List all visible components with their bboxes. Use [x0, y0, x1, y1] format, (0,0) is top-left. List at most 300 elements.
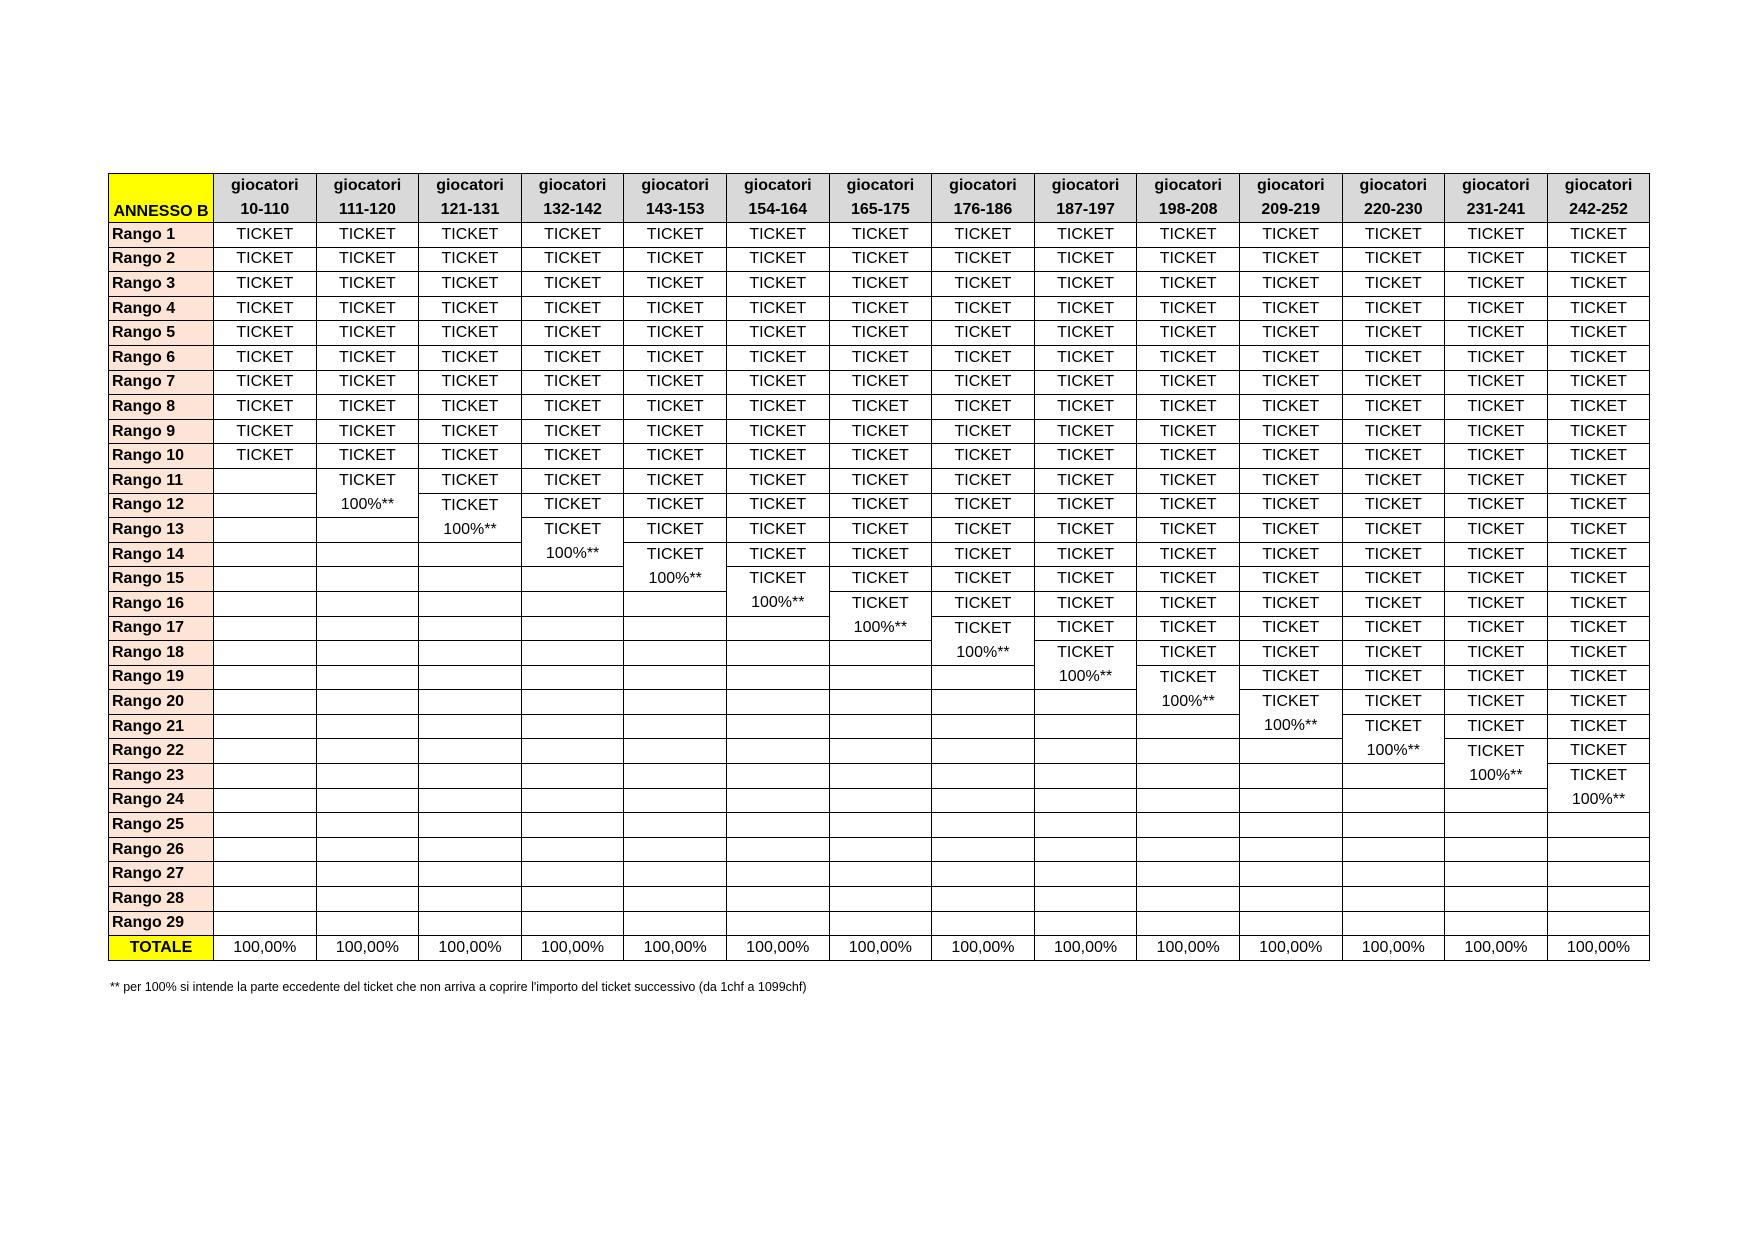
ticket-cell: TICKET [829, 296, 932, 321]
empty-cell [624, 887, 727, 912]
rank-label: Rango 5 [109, 321, 214, 346]
empty-cell [829, 788, 932, 813]
ticket-cell: TICKET [624, 518, 727, 543]
ticket-cell: TICKET [829, 493, 932, 518]
empty-cell [316, 591, 419, 616]
rank-row [109, 468, 1650, 493]
ticket-cell: TICKET [1239, 370, 1342, 395]
ticket-cell: TICKET [419, 345, 522, 370]
ticket-cell: TICKET [1547, 493, 1650, 518]
percent-cell: 100%** [1034, 665, 1137, 690]
empty-cell [1137, 887, 1240, 912]
empty-cell [214, 665, 317, 690]
ticket-cell: TICKET [1547, 764, 1650, 789]
empty-cell [1445, 911, 1548, 936]
group-range: 10-110 [240, 201, 290, 218]
ticket-cell: TICKET [1342, 321, 1445, 346]
empty-cell [316, 567, 419, 592]
ticket-cell: TICKET [726, 272, 829, 297]
rank-label: Rango 20 [109, 690, 214, 715]
group-prefix: giocatori [949, 177, 1017, 194]
empty-cell [316, 837, 419, 862]
empty-cell [316, 641, 419, 666]
group-prefix: giocatori [1564, 177, 1633, 194]
ticket-cell: TICKET [726, 296, 829, 321]
percent-cell: 100%** [521, 542, 624, 567]
ticket-cell: TICKET [624, 468, 727, 493]
ticket-cell: TICKET [1342, 542, 1445, 567]
rank-row [109, 493, 1650, 518]
rank-row [109, 542, 1650, 567]
empty-cell [214, 591, 317, 616]
empty-cell [726, 911, 829, 936]
ticket-cell: TICKET [1137, 272, 1240, 297]
rank-label: Rango 12 [109, 493, 214, 518]
group-prefix: giocatori [1051, 177, 1120, 194]
empty-cell [316, 813, 419, 838]
ticket-cell: TICKET [1239, 493, 1342, 518]
empty-cell [316, 690, 419, 715]
rank-row [109, 370, 1650, 395]
group-header [726, 174, 829, 223]
ticket-cell: TICKET [1239, 616, 1342, 641]
total-value: 100,00% [1445, 936, 1548, 961]
ticket-cell: TICKET [1034, 419, 1137, 444]
rank-label: Rango 25 [109, 813, 214, 838]
ticket-cell: TICKET [1034, 321, 1137, 346]
percent-cell: 100%** [316, 493, 419, 518]
group-range: 111-120 [338, 201, 396, 218]
empty-cell [829, 862, 932, 887]
empty-cell [624, 764, 727, 789]
ticket-cell: TICKET [214, 444, 317, 469]
rank-label: Rango 19 [109, 665, 214, 690]
empty-cell [214, 788, 317, 813]
ticket-cell: TICKET [1239, 395, 1342, 420]
empty-cell [419, 690, 522, 715]
empty-cell [624, 788, 727, 813]
ticket-cell: TICKET [1342, 616, 1445, 641]
total-value: 100,00% [1034, 936, 1137, 961]
group-header [521, 174, 624, 223]
ticket-cell: TICKET [1342, 567, 1445, 592]
group-range: 165-175 [851, 201, 910, 218]
ticket-cell: TICKET [521, 468, 624, 493]
total-value: 100,00% [316, 936, 419, 961]
ticket-cell: TICKET [726, 223, 829, 248]
rank-label: Rango 17 [109, 616, 214, 641]
ticket-cell: TICKET [932, 345, 1035, 370]
empty-cell [726, 837, 829, 862]
empty-cell [1137, 862, 1240, 887]
total-value: 100,00% [932, 936, 1035, 961]
ticket-cell: TICKET [1239, 591, 1342, 616]
empty-cell [419, 739, 522, 764]
ticket-cell: TICKET [1137, 591, 1240, 616]
ticket-cell: TICKET [1547, 567, 1650, 592]
empty-cell [1547, 862, 1650, 887]
empty-cell [1137, 911, 1240, 936]
rank-label: Rango 16 [109, 591, 214, 616]
rank-label: Rango 13 [109, 518, 214, 543]
ticket-cell: TICKET [932, 542, 1035, 567]
group-range: 231-241 [1466, 201, 1526, 218]
ticket-cell: TICKET [1445, 272, 1548, 297]
rank-row [109, 690, 1650, 715]
ticket-cell: TICKET [1445, 591, 1548, 616]
ticket-cell: TICKET [1547, 272, 1650, 297]
ticket-cell: TICKET [1547, 518, 1650, 543]
ticket-cell: TICKET [1445, 370, 1548, 395]
ticket-cell: TICKET [419, 296, 522, 321]
empty-cell [726, 714, 829, 739]
ticket-cell: TICKET [1445, 616, 1548, 641]
ticket-cell: TICKET [1547, 395, 1650, 420]
ticket-cell: TICKET [521, 247, 624, 272]
ticket-cell: TICKET [1342, 468, 1445, 493]
empty-cell [521, 641, 624, 666]
ticket-cell: TICKET [1239, 296, 1342, 321]
ticket-cell: TICKET [419, 247, 522, 272]
ticket-cell: TICKET [1445, 518, 1548, 543]
empty-cell [932, 862, 1035, 887]
ticket-cell: TICKET [316, 296, 419, 321]
rank-label: Rango 21 [109, 714, 214, 739]
group-prefix: giocatori [1154, 177, 1222, 194]
empty-cell [726, 813, 829, 838]
ticket-cell: TICKET [316, 444, 419, 469]
empty-cell [521, 714, 624, 739]
ticket-cell: TICKET [1547, 690, 1650, 715]
ticket-cell: TICKET [932, 468, 1035, 493]
ticket-cell: TICKET [1547, 321, 1650, 346]
empty-cell [932, 813, 1035, 838]
group-prefix: giocatori [1256, 177, 1325, 194]
ticket-cell: TICKET [1239, 247, 1342, 272]
empty-cell [932, 665, 1035, 690]
empty-cell [624, 911, 727, 936]
group-header [1137, 174, 1240, 223]
ticket-cell: TICKET [214, 419, 317, 444]
rank-row [109, 616, 1650, 641]
total-value: 100,00% [829, 936, 932, 961]
ticket-cell: TICKET [1137, 567, 1240, 592]
empty-cell [1239, 911, 1342, 936]
total-label: TOTALE [109, 936, 214, 961]
ticket-cell: TICKET [829, 272, 932, 297]
ticket-cell: TICKET [932, 272, 1035, 297]
ticket-cell: TICKET [1342, 370, 1445, 395]
ticket-cell: TICKET [726, 419, 829, 444]
empty-cell [521, 862, 624, 887]
ticket-cell: TICKET [1034, 591, 1137, 616]
empty-cell [419, 837, 522, 862]
ticket-cell: TICKET [214, 272, 317, 297]
ticket-cell: TICKET [1137, 665, 1240, 690]
group-header [932, 174, 1035, 223]
rank-row [109, 813, 1650, 838]
ticket-cell: TICKET [1137, 542, 1240, 567]
rank-label: Rango 4 [109, 296, 214, 321]
ticket-cell: TICKET [419, 419, 522, 444]
ticket-cell: TICKET [1547, 665, 1650, 690]
rank-label: Rango 27 [109, 862, 214, 887]
ticket-cell: TICKET [316, 247, 419, 272]
group-prefix: giocatori [436, 177, 504, 194]
ticket-cell: TICKET [624, 223, 727, 248]
empty-cell [1034, 862, 1137, 887]
rank-row [109, 296, 1650, 321]
ticket-cell: TICKET [726, 345, 829, 370]
rank-row [109, 641, 1650, 666]
percent-cell: 100%** [726, 591, 829, 616]
total-value: 100,00% [1239, 936, 1342, 961]
empty-cell [419, 665, 522, 690]
empty-cell [419, 813, 522, 838]
empty-cell [419, 764, 522, 789]
group-header [1239, 174, 1342, 223]
ticket-cell: TICKET [829, 542, 932, 567]
rank-row [109, 862, 1650, 887]
ticket-cell: TICKET [1445, 296, 1548, 321]
ticket-cell: TICKET [1239, 345, 1342, 370]
ticket-cell: TICKET [1547, 444, 1650, 469]
ticket-cell: TICKET [829, 223, 932, 248]
ticket-cell: TICKET [1342, 444, 1445, 469]
rank-row [109, 518, 1650, 543]
ticket-cell: TICKET [726, 247, 829, 272]
total-value: 100,00% [214, 936, 317, 961]
empty-cell [932, 690, 1035, 715]
empty-cell [624, 813, 727, 838]
group-prefix: giocatori [641, 177, 709, 194]
empty-cell [214, 714, 317, 739]
ticket-cell: TICKET [1547, 223, 1650, 248]
empty-cell [1239, 837, 1342, 862]
empty-cell [1137, 714, 1240, 739]
ticket-cell: TICKET [1445, 739, 1548, 764]
percent-cell: 100%** [1342, 739, 1445, 764]
rank-row [109, 714, 1650, 739]
ticket-cell: TICKET [1137, 395, 1240, 420]
empty-cell [214, 567, 317, 592]
total-value: 100,00% [419, 936, 522, 961]
empty-cell [419, 567, 522, 592]
ticket-cell: TICKET [932, 444, 1035, 469]
ticket-cell: TICKET [1239, 641, 1342, 666]
empty-cell [624, 862, 727, 887]
ticket-cell: TICKET [1445, 690, 1548, 715]
ticket-cell: TICKET [1137, 345, 1240, 370]
ticket-cell: TICKET [829, 567, 932, 592]
empty-cell [521, 616, 624, 641]
rank-row [109, 247, 1650, 272]
empty-cell [1137, 788, 1240, 813]
empty-cell [1445, 788, 1548, 813]
group-header [1342, 174, 1445, 223]
ticket-cell: TICKET [829, 444, 932, 469]
empty-cell [419, 911, 522, 936]
empty-cell [521, 739, 624, 764]
ticket-cell: TICKET [419, 321, 522, 346]
ticket-cell: TICKET [624, 370, 727, 395]
empty-cell [316, 764, 419, 789]
rank-row [109, 591, 1650, 616]
ticket-cell: TICKET [1034, 542, 1137, 567]
ticket-cell: TICKET [1445, 493, 1548, 518]
rank-row [109, 223, 1650, 248]
ticket-cell: TICKET [1547, 468, 1650, 493]
ticket-cell: TICKET [1445, 714, 1548, 739]
rank-label: Rango 2 [109, 247, 214, 272]
empty-cell [1342, 862, 1445, 887]
ticket-cell: TICKET [829, 591, 932, 616]
ticket-cell: TICKET [1547, 296, 1650, 321]
percent-cell: 100%** [1137, 690, 1240, 715]
ticket-cell: TICKET [1342, 493, 1445, 518]
ticket-cell: TICKET [932, 321, 1035, 346]
empty-cell [624, 616, 727, 641]
empty-cell [1239, 739, 1342, 764]
rank-label: Rango 11 [109, 468, 214, 493]
ticket-cell: TICKET [829, 395, 932, 420]
empty-cell [214, 911, 317, 936]
ticket-cell: TICKET [521, 345, 624, 370]
empty-cell [1342, 788, 1445, 813]
ticket-cell: TICKET [829, 321, 932, 346]
empty-cell [521, 665, 624, 690]
rank-row [109, 419, 1650, 444]
ticket-cell: TICKET [1239, 419, 1342, 444]
empty-cell [1342, 887, 1445, 912]
ticket-cell: TICKET [316, 345, 419, 370]
ticket-cell: TICKET [1547, 370, 1650, 395]
ticket-cell: TICKET [1239, 272, 1342, 297]
rank-label: Rango 7 [109, 370, 214, 395]
ticket-cell: TICKET [1547, 419, 1650, 444]
empty-cell [932, 739, 1035, 764]
rank-label: Rango 3 [109, 272, 214, 297]
group-range: 132-142 [543, 201, 602, 218]
empty-cell [316, 616, 419, 641]
ticket-cell: TICKET [1034, 247, 1137, 272]
empty-cell [726, 616, 829, 641]
empty-cell [214, 616, 317, 641]
empty-cell [624, 690, 727, 715]
ticket-cell: TICKET [1445, 419, 1548, 444]
ticket-cell: TICKET [624, 395, 727, 420]
rank-label: Rango 23 [109, 764, 214, 789]
percent-cell: 100%** [1239, 714, 1342, 739]
rank-label: Rango 22 [109, 739, 214, 764]
empty-cell [419, 714, 522, 739]
empty-cell [1137, 739, 1240, 764]
empty-cell [726, 690, 829, 715]
empty-cell [419, 887, 522, 912]
ticket-cell: TICKET [726, 395, 829, 420]
ticket-cell: TICKET [829, 345, 932, 370]
rank-row [109, 887, 1650, 912]
ticket-cell: TICKET [1239, 567, 1342, 592]
ticket-cell: TICKET [1034, 345, 1137, 370]
rank-row [109, 345, 1650, 370]
group-header [1034, 174, 1137, 223]
group-range: 242-252 [1569, 201, 1628, 218]
ticket-cell: TICKET [1034, 493, 1137, 518]
ticket-cell: TICKET [521, 395, 624, 420]
ticket-cell: TICKET [1445, 444, 1548, 469]
empty-cell [1137, 837, 1240, 862]
empty-cell [726, 665, 829, 690]
empty-cell [521, 690, 624, 715]
ticket-cell: TICKET [932, 247, 1035, 272]
empty-cell [316, 665, 419, 690]
ticket-cell: TICKET [1034, 444, 1137, 469]
group-header [419, 174, 522, 223]
rank-row [109, 788, 1650, 813]
empty-cell [829, 739, 932, 764]
ticket-cell: TICKET [726, 542, 829, 567]
ticket-cell: TICKET [1342, 419, 1445, 444]
ticket-cell: TICKET [1239, 223, 1342, 248]
empty-cell [726, 862, 829, 887]
empty-cell [1034, 788, 1137, 813]
group-header [316, 174, 419, 223]
ticket-cell: TICKET [624, 542, 727, 567]
ticket-cell: TICKET [1445, 395, 1548, 420]
ticket-cell: TICKET [1547, 345, 1650, 370]
ticket-cell: TICKET [1137, 321, 1240, 346]
ticket-cell: TICKET [1342, 395, 1445, 420]
ticket-cell: TICKET [521, 321, 624, 346]
empty-cell [521, 887, 624, 912]
prize-distribution-table [108, 173, 1650, 961]
ticket-cell: TICKET [1445, 468, 1548, 493]
ticket-cell: TICKET [521, 223, 624, 248]
ticket-cell: TICKET [1547, 542, 1650, 567]
ticket-cell: TICKET [624, 296, 727, 321]
empty-cell [829, 911, 932, 936]
rank-label: Rango 15 [109, 567, 214, 592]
group-range: 220-230 [1363, 201, 1423, 218]
ticket-cell: TICKET [521, 370, 624, 395]
rank-label: Rango 14 [109, 542, 214, 567]
group-prefix: giocatori [846, 177, 915, 194]
empty-cell [1445, 837, 1548, 862]
empty-cell [214, 690, 317, 715]
ticket-cell: TICKET [1445, 542, 1548, 567]
ticket-cell: TICKET [1342, 247, 1445, 272]
ticket-cell: TICKET [1137, 444, 1240, 469]
empty-cell [726, 739, 829, 764]
ticket-cell: TICKET [1342, 518, 1445, 543]
ticket-cell: TICKET [1445, 567, 1548, 592]
ticket-cell: TICKET [1137, 247, 1240, 272]
ticket-cell: TICKET [419, 272, 522, 297]
empty-cell [1239, 788, 1342, 813]
ticket-cell: TICKET [932, 493, 1035, 518]
ticket-cell: TICKET [316, 321, 419, 346]
empty-cell [1034, 690, 1137, 715]
ticket-cell: TICKET [1137, 641, 1240, 666]
empty-cell [932, 788, 1035, 813]
ticket-cell: TICKET [1239, 444, 1342, 469]
empty-cell [316, 862, 419, 887]
ticket-cell: TICKET [1547, 714, 1650, 739]
empty-cell [316, 887, 419, 912]
rank-label: Rango 1 [109, 223, 214, 248]
empty-cell [214, 862, 317, 887]
